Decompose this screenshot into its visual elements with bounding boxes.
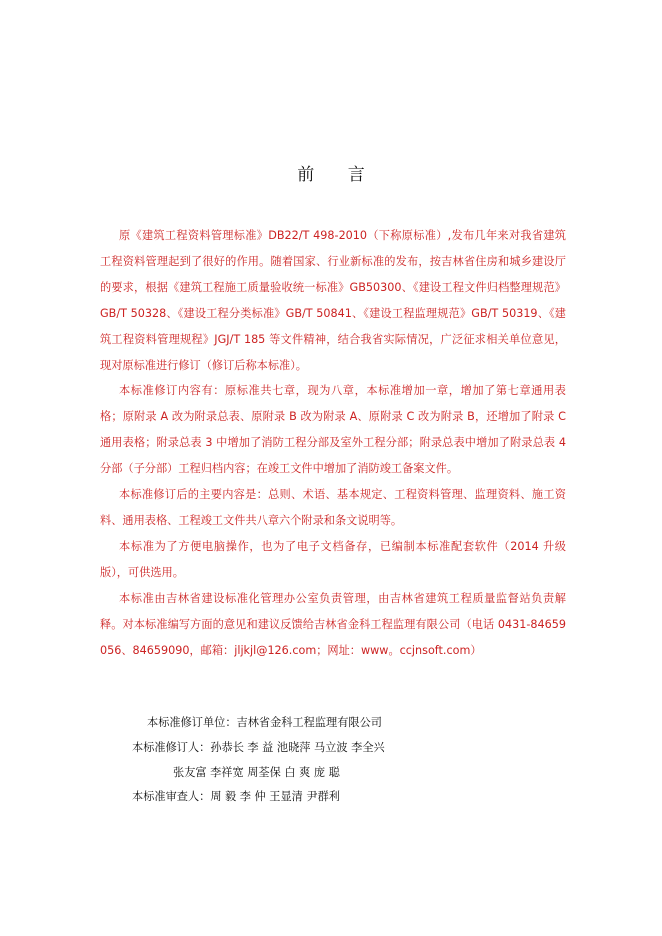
revisers-continued: 张友富 李祥宽 周荃保 白 爽 庞 聪 xyxy=(173,765,340,779)
paragraph-management: 本标准由吉林省建设标准化管理办公室负责管理，由吉林省建筑工程质量监督站负责解释。对本标准编写方面的意见和建议反馈给吉林省金科工程监理有限公司（电话 0431-84659056、84659090，邮箱：jljkjl@126.com；网址：www。ccjnsoft.com） xyxy=(100,591,566,657)
credits-block xyxy=(100,711,566,810)
paragraph-background: 原《建筑工程资料管理标准》DB22/T 498-2010（下称原标准）,发布几年来对我省建筑工程资料管理起到了很好的作用。随着国家、行业新标准的发布，按吉林省住房和城乡建设厅的要求，根据《建筑工程施工质量验收统一标准》GB50300、《建设工程文件归档整理规范》GB/T 50328、《建设工程分类标准》GB/T 50841、《建设工程监理规范》GB/T 50319、《建筑工程资料管理规程》JGJ/T 185 等文件精神，结合我省实际情况，广泛征求相关单位意见，现对原标准进行修订（修订后称本标准）。 xyxy=(100,229,566,372)
page-title: 前 言 xyxy=(297,165,379,185)
revising-unit: 本标准修订单位：吉林省金科工程监理有限公司 xyxy=(147,716,382,729)
paragraph-software: 本标准为了方便电脑操作，也为了电子文档备存，已编制本标准配套软件（2014 升级版），可供选用。 xyxy=(100,539,566,579)
paragraph-main-content: 本标准修订后的主要内容是：总则、术语、基本规定、工程资料管理、监理资料、施工资料、通用表格、工程竣工文件共八章六个附录和条文说明等。 xyxy=(100,488,566,527)
revisers: 本标准修订人：孙恭长 李 益 池晓萍 马立波 李全兴 xyxy=(132,740,385,754)
reviewers: 本标准审查人：周 毅 李 仲 王显清 尹群利 xyxy=(132,790,340,804)
paragraph-revision-content: 本标准修订内容有：原标准共七章，现为八章，本标准增加一章，增加了第七章通用表格；原附录 A 改为附录总表、原附录 B 改为附录 A、原附录 C 改为附录 B，还增加了附录 C 通用表格；附录总表 3 中增加了消防工程分部及室外工程分部；附录总表中增加了附录总表 4 分部（子分部）工程归档内容；在竣工文件中增加了消防竣工备案文件。 xyxy=(100,384,566,476)
preface-body xyxy=(100,223,566,663)
